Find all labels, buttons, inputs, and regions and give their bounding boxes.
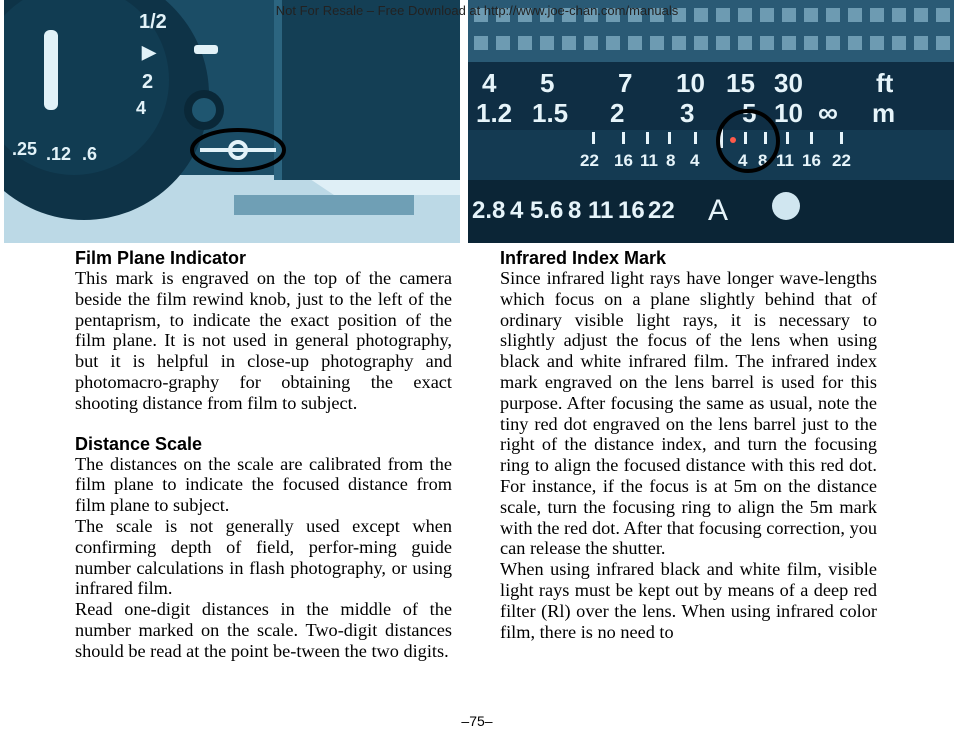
- lens-barrel-photo: [468, 0, 954, 243]
- distance-scale-paragraph: The distances on the scale are calibrated from the film plane to indicate the focused distance from film plane to subject.: [75, 453, 452, 516]
- feet-scale-label: 15: [726, 68, 755, 98]
- aperture-label: 5.6: [530, 197, 564, 224]
- dof-scale-label: 16: [614, 151, 633, 170]
- distance-scale-paragraph: The scale is not generally used except when confirming depth of field, perfor-ming guide number calculations in flash photography, or using infrared film.: [75, 515, 452, 599]
- infinity-label: ∞: [818, 97, 838, 128]
- feet-scale-label: 30: [774, 68, 803, 98]
- feet-scale-label: 10: [676, 68, 705, 98]
- meter-unit-label: m: [872, 98, 896, 128]
- infrared-heading: Infrared Index Mark: [500, 248, 667, 268]
- dof-scale-label: 8: [666, 151, 676, 170]
- dial-label: 4: [136, 98, 147, 118]
- dof-scale-label: 11: [776, 151, 794, 170]
- dof-scale-label: 11: [640, 151, 658, 170]
- dial-label: 1/2: [139, 11, 167, 33]
- dial-label: .6: [82, 144, 98, 164]
- feet-scale-label: 4: [482, 68, 497, 98]
- left-column: [75, 248, 452, 662]
- film-plane-heading: Film Plane Indicator: [75, 248, 247, 268]
- dial-label: .25: [12, 139, 38, 159]
- feet-scale-label: 5: [540, 68, 555, 98]
- lens-barrel-illustration: [468, 0, 954, 243]
- meter-scale-label: 5: [742, 98, 757, 128]
- infrared-paragraph: When using infrared black and white film, visible light rays must be kept out by means of a deep red filter (Rl) over the lens. When using infrared color film, there is no need to: [500, 559, 877, 642]
- aperture-label: 16: [618, 197, 645, 224]
- aperture-label: 4: [510, 197, 524, 224]
- meter-scale-label: 3: [680, 98, 695, 128]
- dial-label: ▶: [142, 42, 156, 62]
- film-plane-photo: [4, 0, 460, 243]
- right-column: [500, 248, 877, 642]
- aperture-label: 11: [588, 197, 614, 224]
- aperture-label: 2.8: [472, 197, 506, 224]
- feet-unit-label: ft: [876, 68, 894, 98]
- infrared-paragraph: Since infrared light rays have longer wave-lengths which focus on a plane slightly behind that of ordinary visible light rays, it is necessary to slightly adjust the focus of the lens when using black and white infrared film. The infrared index mark engraved on the lens barrel is used for this purpose. After focusing the same as usual, note the tiny red dot engraved on the lens barrel just to the right of the distance index, and turn the focusing ring to align the focused distance with this red dot. For instance, if the focus is at 5m on the distance scale, turn the focusing ring to align the 5m mark with the red dot. After that focusing correction, you can release the shutter.: [500, 268, 877, 559]
- dof-scale-label: 8: [758, 151, 768, 170]
- dof-scale-label: 16: [802, 151, 821, 170]
- dof-scale-label: 4: [690, 151, 700, 170]
- meter-scale-label: 10: [774, 98, 803, 128]
- dof-scale-label: 4: [738, 151, 748, 170]
- page-number: –75–: [461, 713, 493, 729]
- dial-label: .12: [46, 144, 72, 164]
- distance-scale-paragraph: Read one-digit distances in the middle of the number marked on the scale. Two-digit distances should be read at the point be-tween the two digits.: [75, 599, 452, 661]
- camera-top-illustration: [4, 0, 460, 243]
- aperture-label: 22: [648, 197, 675, 224]
- meter-scale-label: 1.2: [476, 98, 513, 128]
- dial-label: 2: [142, 71, 154, 93]
- dof-scale-label: 22: [580, 151, 599, 170]
- dof-scale-label: 22: [832, 151, 851, 170]
- auto-aperture-label: A: [708, 194, 729, 227]
- film-plane-paragraph: This mark is engraved on the top of the camera beside the film rewind knob, just to the left of the pentaprism, to indicate the exact position of the film plane. It is not used in general photography, but it is helpful in close-up photography and photomacro-graphy for obtaining the exact shooting distance from film to subject.: [75, 268, 452, 413]
- section-spacer: [75, 414, 452, 434]
- feet-scale-label: 7: [618, 68, 633, 98]
- aperture-label: 8: [568, 197, 582, 224]
- watermark-text: Not For Resale – Free Download at http://www.joe-chan.com/manuals: [275, 3, 679, 18]
- distance-scale-heading: Distance Scale: [75, 433, 203, 454]
- meter-scale-label: 2: [610, 98, 625, 128]
- meter-scale-label: 1.5: [532, 98, 569, 128]
